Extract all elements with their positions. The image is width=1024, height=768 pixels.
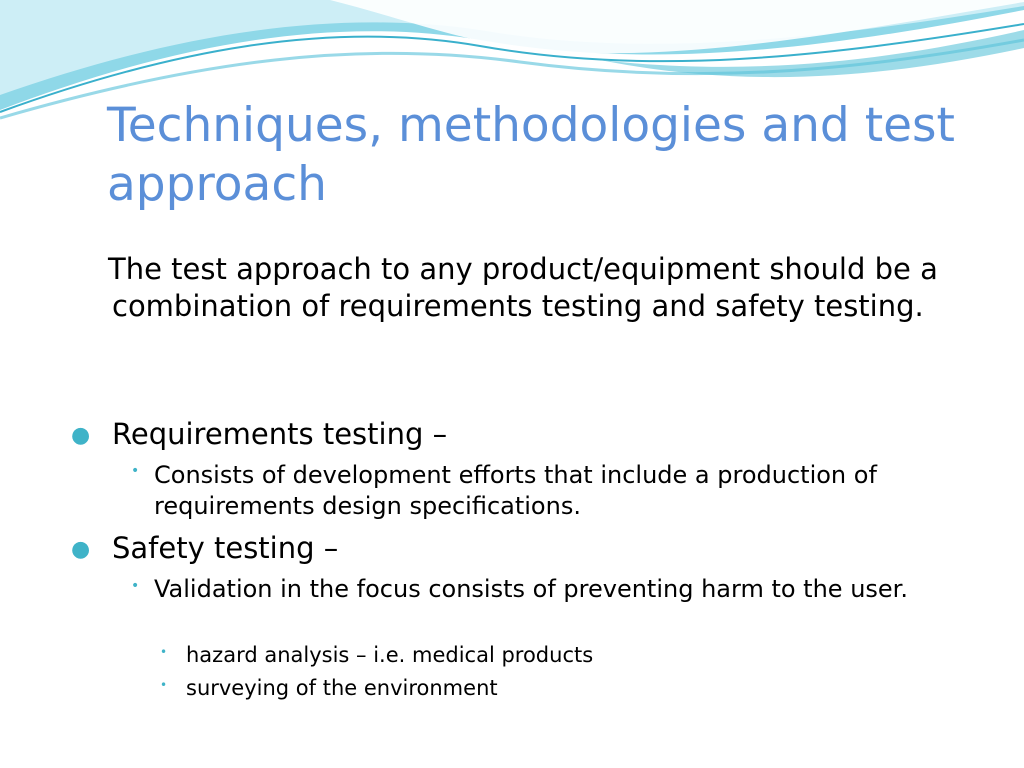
sub-sub-bullet-dot-icon: • bbox=[160, 645, 168, 659]
slide-title: Techniques, methodologies and test approach bbox=[107, 98, 955, 212]
sub-sub-bullet-text: surveying of the environment bbox=[186, 676, 498, 700]
bullet-dot-icon: ● bbox=[71, 423, 91, 448]
sub-bullet-dot-icon: • bbox=[131, 463, 140, 479]
sub-sub-bullet-text: hazard analysis – i.e. medical products bbox=[186, 643, 594, 667]
sub-bullet-dot-icon: • bbox=[131, 578, 140, 594]
sub-sub-bullet-dot-icon: • bbox=[160, 678, 168, 692]
intro-paragraph: The test approach to any product/equipment should be a combination of requirements testing and safety testing. bbox=[108, 252, 938, 323]
sub-bullet-text: Consists of development efforts that include a production of requirements design specifications. bbox=[154, 461, 877, 520]
bullet-label: Safety testing – bbox=[112, 531, 339, 565]
sub-bullet-text: Validation in the focus consists of preventing harm to the user. bbox=[154, 575, 908, 603]
bullet-dot-icon: ● bbox=[71, 537, 91, 562]
bullet-label: Requirements testing – bbox=[112, 417, 448, 451]
